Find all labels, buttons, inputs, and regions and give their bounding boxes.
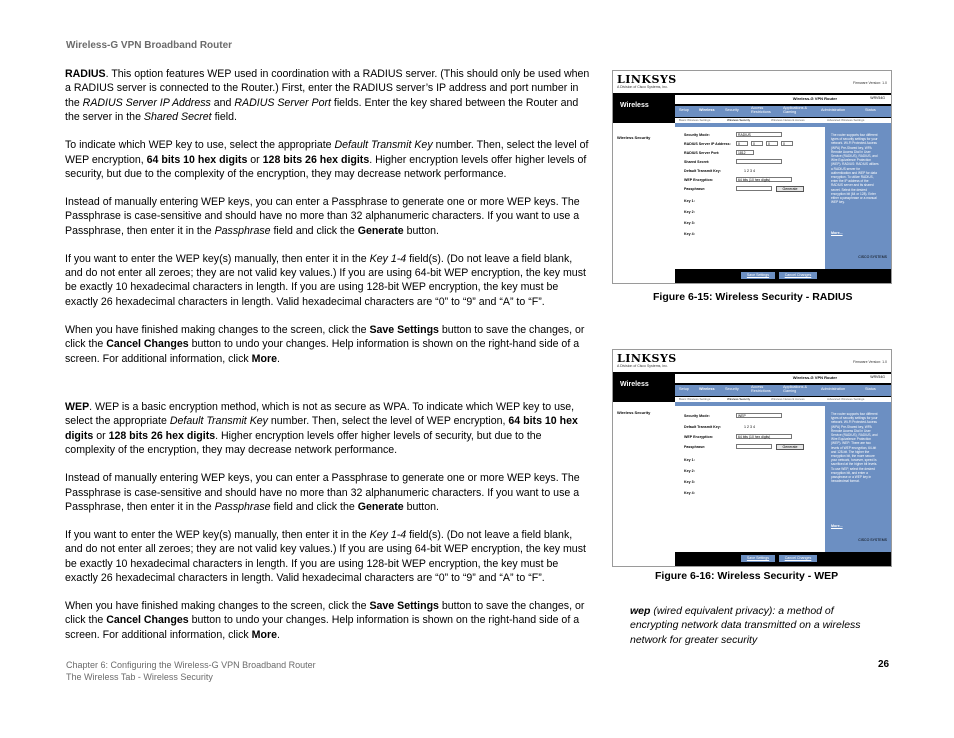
passphrase-label: Passphrase: bbox=[684, 187, 706, 191]
tab-wireless[interactable]: Wireless bbox=[699, 387, 715, 391]
radius-ip-octet-1[interactable]: 0 bbox=[736, 141, 748, 146]
figure-6-15-screenshot bbox=[612, 70, 892, 284]
wep-encryption-label: WEP Encryption: bbox=[684, 178, 714, 182]
wep-paragraph-2: Instead of manually entering WEP keys, you can enter a Passphrase to generate one or more WEP keys. The Passphrase is case-sensitive and should have no more than 32 alphanumeric characters. If you want to use a Passphrase, then enter it in the Passphrase field and click the Generate button. bbox=[65, 472, 580, 513]
security-mode-label: Security Mode: bbox=[684, 133, 710, 137]
security-form bbox=[676, 127, 824, 269]
radius-ip-octet-4[interactable]: 0 bbox=[781, 141, 793, 146]
section-title: Wireless bbox=[620, 102, 649, 109]
cisco-logo: CISCO SYSTEMS bbox=[858, 538, 887, 542]
default-key-radios[interactable]: 1 2 3 4 bbox=[744, 169, 755, 173]
left-label: Wireless Security bbox=[617, 135, 651, 140]
subtab-network-access[interactable]: Wireless Network Access bbox=[771, 118, 805, 122]
key3-label: Key 3: bbox=[684, 221, 695, 225]
subtab-basic-wireless[interactable]: Basic Wireless Settings bbox=[679, 397, 711, 401]
tab-setup[interactable]: Setup bbox=[679, 108, 689, 112]
subtab-wireless-security[interactable]: Wireless Security bbox=[727, 118, 751, 122]
wep-definition: wep (wired equivalent privacy): a method of encrypting network data transmitted on a wireless network for greater security bbox=[630, 605, 861, 646]
security-mode-select[interactable]: WEP bbox=[736, 413, 782, 418]
cancel-changes-button[interactable]: Cancel Changes bbox=[779, 272, 817, 279]
tab-security[interactable]: Security bbox=[725, 108, 739, 112]
radius-port-input[interactable]: 1812 bbox=[736, 150, 754, 155]
help-panel bbox=[825, 127, 891, 269]
wep-paragraph-4: When you have finished making changes to the screen, click the Save Settings button to save the changes, or click the Cancel Changes button to undo your changes. Help information is shown on the right-hand side of a screen. For additional information, click More. bbox=[65, 599, 585, 641]
figure-6-16-caption: Figure 6-16: Wireless Security - WEP bbox=[655, 570, 839, 582]
subtab-wireless-security[interactable]: Wireless Security bbox=[727, 397, 751, 401]
radius-paragraph-4: If you want to enter the WEP key(s) manually, then enter it in the Key 1-4 field(s). (Do not leave a field blank, and do not enter all zeroes; they are not valid key values.) If you are using 64-bit WEP encryption, the key must be exactly 10 hexadecimal characters in length. If you are using 128-bit WEP encryption, the key must be exactly 26 hexadecimal characters in length. Valid hexadecimal characters are “0” to “9” and “A” to “F”. bbox=[65, 252, 586, 308]
passphrase-input[interactable] bbox=[736, 186, 772, 191]
firmware-version: Firmware Version: 1.0 bbox=[852, 360, 887, 364]
shared-secret-label: Shared Secret: bbox=[684, 160, 710, 164]
tab-administration[interactable]: Administration bbox=[821, 387, 846, 391]
button-bar bbox=[675, 538, 891, 566]
tab-access-restrictions[interactable]: Access Restrictions bbox=[751, 385, 771, 393]
help-text: The router supports four different types of security settings for your network. Wi-Fi Protected Access (WPA) Pre-Shared key, WPA Remote Access Dial In User Service (RADIUS), RADIUS, and Wire Equivalence Protection (WEP). WEP: There are two levels of WEP encryption, 64-bit and 128-bit. The higher the encryption bit, the more secure your network, however, speed is sacrificed at the higher bit levels. To use WEP, select the desired encryption bit, and enter a passphrase or a WEP key in hexadecimal format. bbox=[831, 412, 878, 484]
more-link[interactable]: More... bbox=[831, 524, 843, 528]
running-header: Wireless-G VPN Broadband Router bbox=[66, 40, 233, 51]
linksys-logo: LINKSYS bbox=[617, 73, 677, 86]
help-panel bbox=[825, 406, 891, 552]
main-tabs bbox=[675, 106, 891, 117]
brand-subtitle: A Division of Cisco Systems, Inc. bbox=[617, 364, 668, 368]
wep-encryption-select[interactable]: 64 bits (10 hex digits) bbox=[736, 177, 792, 182]
brand-bar bbox=[613, 350, 891, 372]
radius-paragraph-1: RADIUS. This option features WEP used in coordination with a RADIUS server. (This should only be used when a RADIUS server is connected to the Router.) First, enter the RADIUS server’s IP address and port number in the RADIUS Server IP Address and RADIUS Server Port fields. Enter the key shared between the Router and the server in the Shared Secret field. bbox=[65, 68, 590, 124]
wep-paragraph-3: If you want to enter the WEP key(s) manually, then enter it in the Key 1-4 field(s). (Do not leave a field blank, and do not enter all zeroes; they are not valid key values.) If you are using 64-bit WEP encryption, the key must be exactly 10 hexadecimal characters in length. If you are using 128-bit WEP encryption, the key must be exactly 26 hexadecimal characters in length. Valid hexadecimal characters are “0” to “9” and “A” to “F”. bbox=[65, 528, 586, 585]
help-text: The router supports four different types of security settings for your network. Wi-Fi Protected Access (WPA) Pre-Shared key, WPA Remote Access Dial In User Service (RADIUS), RADIUS, and Wire Equivalence Protection (WEP). RADIUS: RADIUS utilizes a RADIUS server for authentication and WEP for data encryption. To utilize RADIUS, enter the IP address of the RADIUS server and its shared secret. Select the desired encryption bit (64 or 128). Enter either a passphrase or a manual WEP key. bbox=[831, 133, 879, 205]
left-label: Wireless Security bbox=[617, 410, 651, 415]
key2-label: Key 2: bbox=[684, 469, 695, 473]
key2-label: Key 2: bbox=[684, 210, 695, 214]
security-form bbox=[676, 406, 824, 552]
cancel-changes-button[interactable]: Cancel Changes bbox=[779, 555, 817, 562]
save-settings-button[interactable]: Save Settings bbox=[741, 555, 775, 562]
tab-access-restrictions[interactable]: Access Restrictions bbox=[751, 106, 771, 114]
tab-administration[interactable]: Administration bbox=[821, 108, 846, 112]
subtab-advanced-wireless[interactable]: Advanced Wireless Settings bbox=[827, 118, 865, 122]
tab-status[interactable]: Status bbox=[865, 387, 876, 391]
radius-ip-octet-3[interactable]: 0 bbox=[766, 141, 778, 146]
tab-wireless[interactable]: Wireless bbox=[699, 108, 715, 112]
key3-label: Key 3: bbox=[684, 480, 695, 484]
page-number: 26 bbox=[878, 659, 890, 670]
generate-button[interactable]: Generate bbox=[776, 444, 804, 450]
product-name: Wireless-G VPN Router bbox=[792, 96, 837, 101]
default-key-radios[interactable]: 1 2 3 4 bbox=[744, 425, 755, 429]
cisco-logo: CISCO SYSTEMS bbox=[858, 255, 887, 259]
radius-ip-octet-2[interactable]: 0 bbox=[751, 141, 763, 146]
more-link[interactable]: More... bbox=[831, 231, 843, 235]
shared-secret-input[interactable] bbox=[736, 159, 782, 164]
left-column bbox=[613, 402, 675, 566]
linksys-logo: LINKSYS bbox=[617, 352, 677, 365]
tab-row bbox=[613, 93, 891, 123]
passphrase-label: Passphrase: bbox=[684, 445, 706, 449]
passphrase-input[interactable] bbox=[736, 444, 772, 449]
key4-label: Key 4: bbox=[684, 491, 695, 495]
model-number: WRV54G bbox=[870, 375, 885, 379]
product-name: Wireless-G VPN Router bbox=[792, 375, 837, 380]
brand-subtitle: A Division of Cisco Systems, Inc. bbox=[617, 85, 668, 89]
radius-section bbox=[65, 67, 590, 379]
save-settings-button[interactable]: Save Settings bbox=[741, 272, 775, 279]
product-bar bbox=[675, 374, 891, 383]
section-title: Wireless bbox=[620, 381, 649, 388]
key1-label: Key 1: bbox=[684, 458, 695, 462]
subtab-network-access[interactable]: Wireless Network Access bbox=[771, 397, 805, 401]
key4-label: Key 4: bbox=[684, 232, 695, 236]
wep-section bbox=[65, 400, 590, 656]
tab-applications-gaming[interactable]: Applications & Gaming bbox=[783, 385, 808, 393]
default-key-label: Default Transmit Key: bbox=[684, 425, 721, 429]
generate-button[interactable]: Generate bbox=[776, 186, 804, 192]
radius-paragraph-2: To indicate which WEP key to use, select the appropriate Default Transmit Key number. Then, select the level of WEP encryption, 64 bits 10 hex digits or 128 bits 26 hex digits. Higher encryption levels offer higher levels of security, but due to the complexity of the encryption, they may decrease network performance. bbox=[65, 139, 589, 180]
page-footer bbox=[66, 659, 316, 683]
key1-label: Key 1: bbox=[684, 199, 695, 203]
wep-paragraph-1: WEP. WEP is a basic encryption method, which is not as secure as WPA. To indicate which WEP key to use, select the appropriate Default Transmit Key number. Then, select the level of WEP encryption, 64 bits 10 hex digits or 128 bits 26 hex digits. Higher encryption levels offer higher levels of security, but due to the complexity of the encryption, they may decrease network performance. bbox=[65, 401, 578, 457]
radius-paragraph-5: When you have finished making changes to the screen, click the Save Settings button to save the changes, or click the Cancel Changes button to undo your changes. Help information is shown on the right-hand side of a screen. For additional information, click More. bbox=[65, 323, 585, 365]
main-tabs bbox=[675, 385, 891, 396]
security-mode-label: Security Mode: bbox=[684, 414, 710, 418]
security-mode-select[interactable]: RADIUS bbox=[736, 132, 782, 137]
subtab-advanced-wireless[interactable]: Advanced Wireless Settings bbox=[827, 397, 865, 401]
radius-paragraph-3: Instead of manually entering WEP keys, you can enter a Passphrase to generate one or more WEP keys. The Passphrase is case-sensitive and should have no more than 32 alphanumeric characters. If you want to use a Passphrase, then enter it in the Passphrase field and click the Generate button. bbox=[65, 195, 580, 237]
footer-chapter: Chapter 6: Configuring the Wireless-G VPN Broadband Router bbox=[66, 660, 316, 670]
wep-encryption-select[interactable]: 64 bits (10 hex digits) bbox=[736, 434, 792, 439]
model-number: WRV54G bbox=[870, 96, 885, 100]
tab-security[interactable]: Security bbox=[725, 387, 739, 391]
footer-section: The Wireless Tab - Wireless Security bbox=[66, 672, 213, 682]
tab-row bbox=[613, 372, 891, 402]
wep-encryption-label: WEP Encryption: bbox=[684, 435, 714, 439]
subtab-basic-wireless[interactable]: Basic Wireless Settings bbox=[679, 118, 711, 122]
brand-bar bbox=[613, 71, 891, 93]
tab-setup[interactable]: Setup bbox=[679, 387, 689, 391]
product-bar bbox=[675, 95, 891, 104]
tab-applications-gaming[interactable]: Applications & Gaming bbox=[783, 106, 808, 114]
button-bar bbox=[675, 255, 891, 283]
figure-6-15-caption: Figure 6-15: Wireless Security - RADIUS bbox=[653, 291, 853, 303]
radius-port-label: RADIUS Server Port: bbox=[684, 151, 720, 155]
left-column bbox=[613, 123, 675, 283]
figure-6-16-screenshot bbox=[612, 349, 892, 567]
firmware-version: Firmware Version: 1.0 bbox=[852, 81, 887, 85]
tab-status[interactable]: Status bbox=[865, 108, 876, 112]
default-key-label: Default Transmit Key: bbox=[684, 169, 721, 173]
radius-ip-label: RADIUS Server IP Address: bbox=[684, 142, 731, 146]
